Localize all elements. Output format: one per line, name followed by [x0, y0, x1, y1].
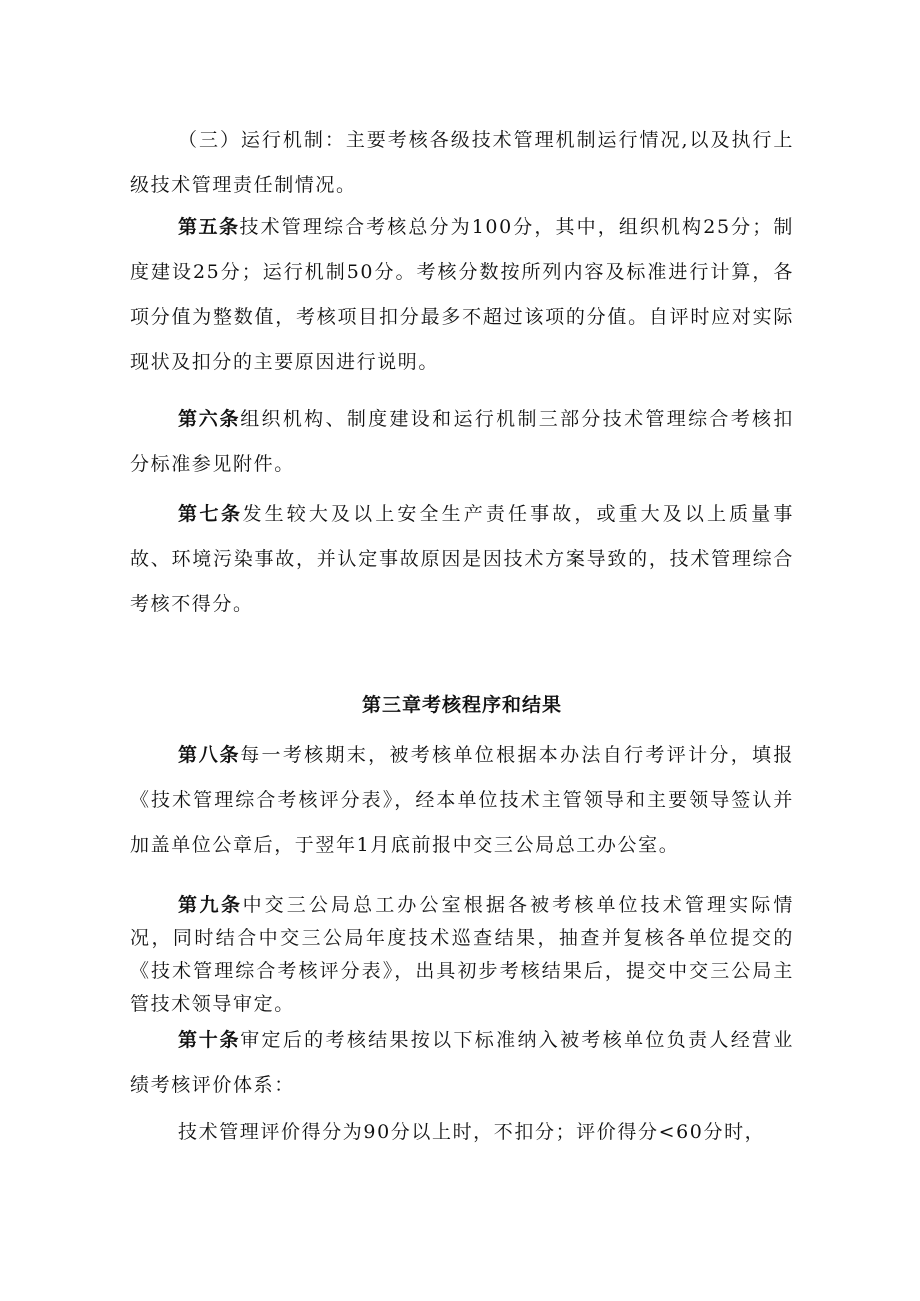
article-label: 第七条: [178, 503, 243, 525]
article-6: [130, 397, 794, 487]
article-label: 第六条: [178, 408, 241, 430]
article-9: [130, 889, 794, 1021]
article-label: 第十条: [178, 1029, 241, 1051]
article-7: [130, 492, 794, 627]
paragraph-scoring-rule: [130, 1110, 794, 1155]
article-8: [130, 733, 794, 868]
article-text: 审定后的考核结果按以下标准纳入被考核单位负责人经营业绩考核评价体系：: [130, 1029, 794, 1096]
paragraph-text: （三）运行机制：主要考核各级技术管理机制运行情况,以及执行上级技术管理责任制情况。: [130, 129, 794, 196]
chapter-heading: 第三章考核程序和结果: [361, 694, 562, 716]
article-label: 第九条: [178, 894, 243, 916]
paragraph-text: 技术管理评价得分为90分以上时，不扣分；评价得分<60分时，: [178, 1121, 766, 1143]
paragraph-operating-mechanism: [130, 118, 794, 208]
article-text: 每一考核期末，被考核单位根据本办法自行考评计分，填报《技术管理综合考核评分表》，经本单位技术主管领导和主要领导签认并加盖单位公章后，于翌年1月底前报中交三公局总工办公室。: [130, 744, 794, 856]
article-text: 中交三公局总工办公室根据各被考核单位技术管理实际情况，同时结合中交三公局年度技术巡查结果，抽查并复核各单位提交的《技术管理综合考核评分表》，出具初步考核结果后，提交中交三公局主管技术领导审定。: [130, 894, 794, 1015]
article-label: 第八条: [178, 744, 241, 766]
article-text: 发生较大及以上安全生产责任事故，或重大及以上质量事故、环境污染事故，并认定事故原因是因技术方案导致的，技术管理综合考核不得分。: [130, 503, 794, 615]
article-text: 组织机构、制度建设和运行机制三部分技术管理综合考核扣分标准参见附件。: [130, 408, 794, 475]
article-5: [130, 205, 794, 385]
article-10: [130, 1018, 794, 1108]
article-label: 第五条: [178, 216, 240, 238]
article-text: 技术管理综合考核总分为100分，其中，组织机构25分；制度建设25分；运行机制50分。考核分数按所列内容及标准进行计算，各项分值为整数值，考核项目扣分最多不超过该项的分值。自评时应对实际现状及扣分的主要原因进行说明。: [130, 216, 794, 373]
